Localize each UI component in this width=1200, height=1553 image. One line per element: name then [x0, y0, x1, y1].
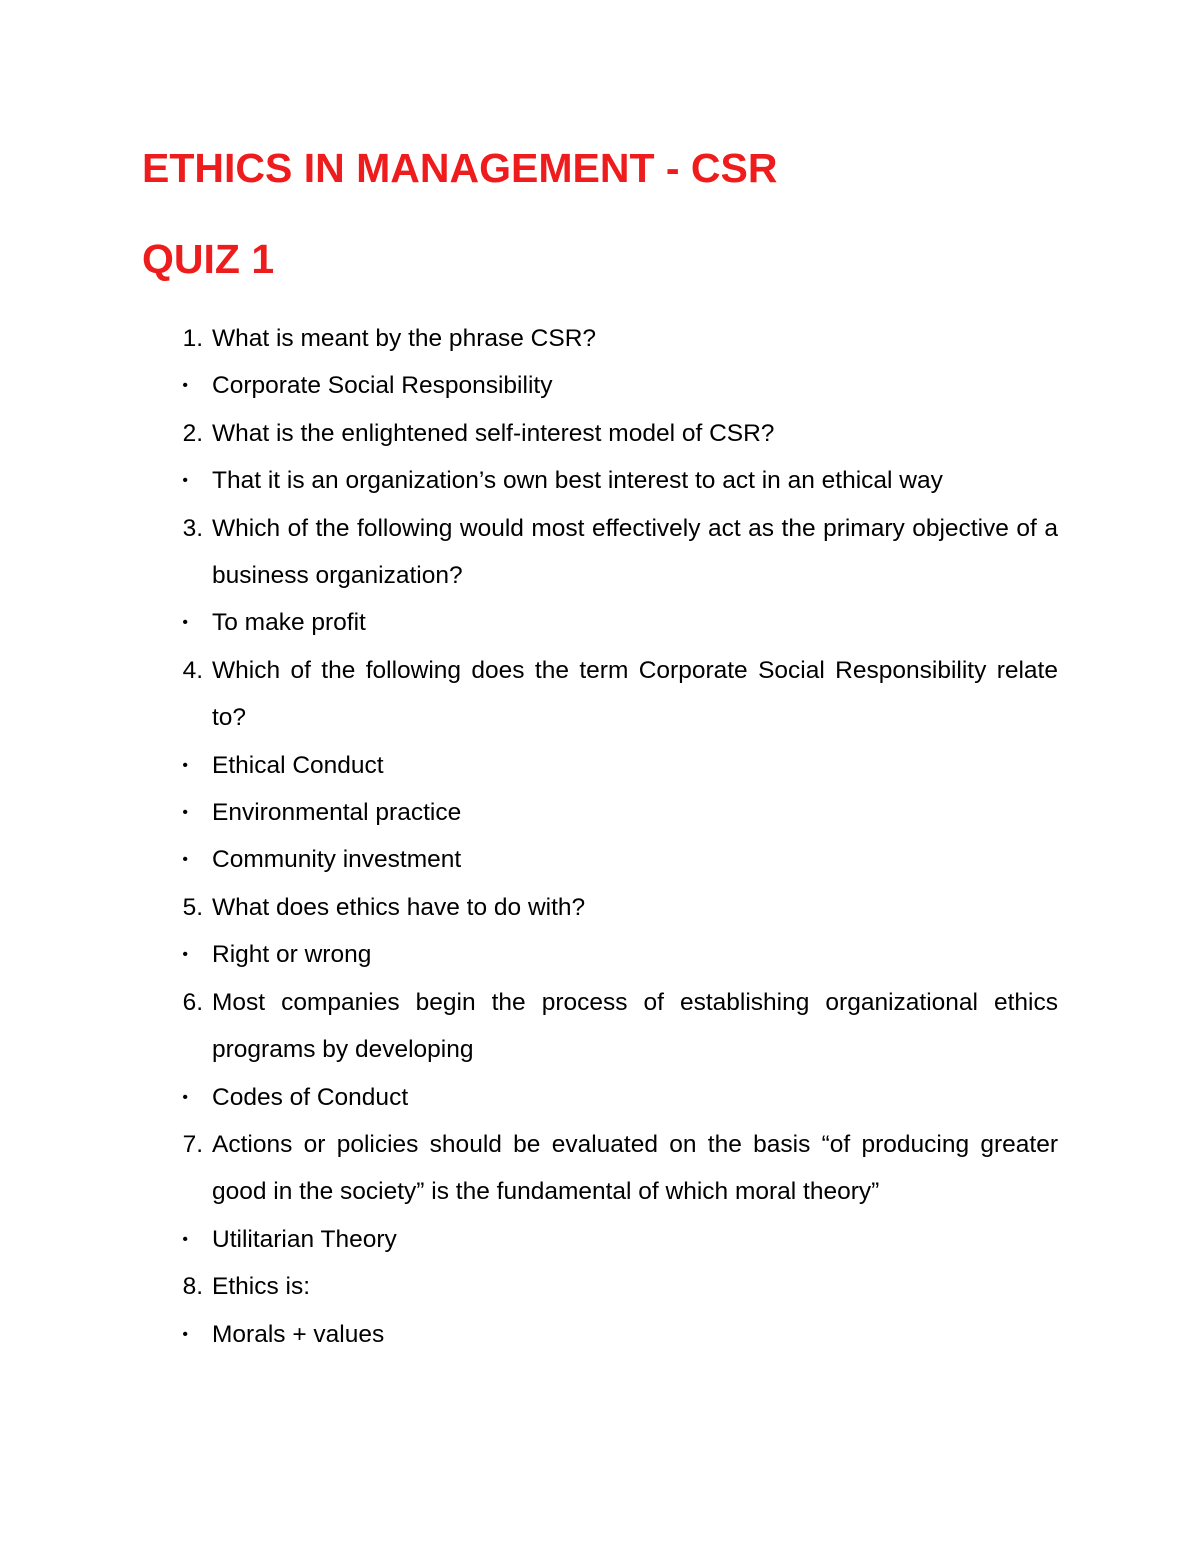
- question-number: 1.: [182, 325, 203, 352]
- question-number: 7.: [182, 1130, 203, 1158]
- answer-item: [142, 1216, 1058, 1263]
- answer-text: Environmental practice: [212, 799, 462, 827]
- question-number: 6.: [182, 988, 203, 1016]
- question-number: 5.: [182, 893, 203, 921]
- answer-item: [142, 457, 1058, 504]
- answer-text: To make profit: [212, 609, 366, 637]
- bullet-icon: •: [182, 614, 188, 632]
- bullet-icon: •: [182, 472, 188, 490]
- answer-text: Ethical Conduct: [212, 751, 384, 779]
- document-title: ETHICS IN MANAGEMENT - CSR: [142, 145, 778, 191]
- question-item: [142, 1263, 1058, 1310]
- question-text: Ethics is:: [212, 1273, 311, 1301]
- question-text: Which of the following would most effectively act as the primary objective of a business organization?: [212, 514, 1058, 590]
- question-item: [142, 505, 1058, 600]
- question-item: [142, 1121, 1058, 1216]
- question-text: Most companies begin the process of establishing organizational ethics programs by developing: [212, 988, 1058, 1064]
- answer-item: [142, 1074, 1058, 1121]
- quiz-heading: QUIZ 1: [142, 236, 275, 282]
- question-text: Which of the following does the term Corporate Social Responsibility relate to?: [212, 656, 1058, 732]
- answer-item: [142, 789, 1058, 836]
- answer-text: Morals + values: [212, 1320, 385, 1348]
- question-number: 2.: [182, 419, 203, 447]
- bullet-icon: •: [182, 1088, 188, 1106]
- question-item: [142, 315, 1058, 362]
- answer-item: [142, 362, 1058, 409]
- quiz-list: [142, 315, 1058, 1358]
- question-text: What is meant by the phrase CSR?: [212, 325, 597, 352]
- answer-text: That it is an organization’s own best interest to act in an ethical way: [212, 467, 943, 495]
- answer-item: [142, 1311, 1058, 1358]
- question-item: [142, 884, 1058, 931]
- answer-text: Community investment: [212, 846, 462, 874]
- bullet-icon: •: [182, 851, 188, 869]
- bullet-icon: •: [182, 946, 188, 964]
- question-item: [142, 979, 1058, 1074]
- question-item: [142, 410, 1058, 457]
- answer-text: Utilitarian Theory: [212, 1225, 397, 1253]
- bullet-icon: •: [182, 756, 188, 774]
- answer-text: Codes of Conduct: [212, 1083, 409, 1111]
- answer-item: [142, 599, 1058, 646]
- question-number: 3.: [182, 514, 203, 542]
- bullet-icon: •: [182, 377, 188, 395]
- answer-item: [142, 836, 1058, 883]
- question-number: 8.: [182, 1273, 203, 1301]
- bullet-icon: •: [182, 1230, 188, 1248]
- question-item: [142, 647, 1058, 742]
- answer-text: Right or wrong: [212, 941, 372, 969]
- question-text: What is the enlightened self-interest model of CSR?: [212, 419, 775, 447]
- answer-item: [142, 931, 1058, 978]
- answer-item: [142, 742, 1058, 789]
- bullet-icon: •: [182, 804, 188, 822]
- question-text: What does ethics have to do with?: [212, 893, 586, 921]
- question-text: Actions or policies should be evaluated on the basis “of producing greater good in the society” is the fundamental of which moral theory”: [212, 1130, 1058, 1206]
- bullet-icon: •: [182, 1325, 188, 1343]
- question-number: 4.: [182, 656, 203, 684]
- answer-text: Corporate Social Responsibility: [212, 372, 553, 400]
